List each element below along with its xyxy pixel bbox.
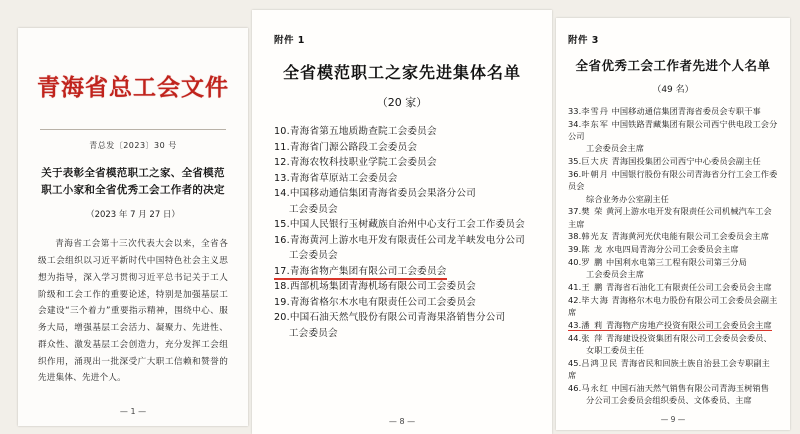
person-organization: 中国移动通信集团青海省委员会专职干事 xyxy=(608,106,761,116)
person-name: 毕大海 xyxy=(581,294,609,305)
list-item-continuation: 分公司工会委员会组织委员、文体委员、主席 xyxy=(586,395,752,406)
list-title-individual: 全省优秀工会工作者先进个人名单 xyxy=(575,58,771,73)
list-item-continuation: 工会委员会 xyxy=(288,250,338,262)
list-item xyxy=(568,382,778,407)
person-organization: 青海省石油化工有限责任公司工会委员会主席 xyxy=(603,282,772,293)
collective-name-list xyxy=(274,124,530,341)
person-name: 吕鸿卫民 xyxy=(581,357,619,368)
list-item xyxy=(274,217,530,233)
person-organization: 青海建设投资集团有限公司工会委员会委员、 xyxy=(603,332,772,343)
document-page-collective-list xyxy=(252,10,552,434)
list-item xyxy=(568,155,778,167)
person-organization: 黄河上游水电开发有限责任公司机械汽车工会主席 xyxy=(568,206,772,229)
person-organization: 水电四局青海分公司工会委员会主席 xyxy=(603,244,739,255)
page-number-doc2: — 8 — xyxy=(388,417,416,426)
list-item xyxy=(568,168,778,205)
list-item-continuation: 综合业务办公室副主任 xyxy=(586,193,669,204)
attachment-label-1: 附件 1 xyxy=(274,35,305,46)
list-item-text: 41.王 鹏 青海省石油化工有限责任公司工会委员会主席 xyxy=(568,282,772,293)
document-number: 青总发〔2023〕30 号 xyxy=(89,140,177,150)
person-name: 樊 荣 xyxy=(581,206,604,217)
list-item xyxy=(274,310,530,341)
list-item-text: 13.青海省草原站工会委员会 xyxy=(274,172,398,184)
list-item-continuation: 工会委员会 xyxy=(288,327,338,339)
list-item xyxy=(274,186,530,217)
list-item xyxy=(274,295,530,311)
person-organization: 青海格尔木电力股份有限公司工会委员会副主席 xyxy=(568,294,778,318)
list-item xyxy=(568,243,778,255)
list-subtitle-collective: （20 家） xyxy=(376,96,428,109)
document-title-red: 青海省总工会文件 xyxy=(37,74,229,101)
list-item-text: 34.李东军 中国铁路青藏集团有限公司西宁供电段工会分公司 xyxy=(568,118,778,142)
person-organization: 中国铁路青藏集团有限公司西宁供电段工会分公司 xyxy=(568,118,778,142)
attachment-label-3: 附件 3 xyxy=(568,35,599,46)
document-page-decision xyxy=(18,28,248,426)
person-name: 李东军 xyxy=(581,118,609,129)
person-name: 潘 莉 xyxy=(581,320,604,331)
person-organization: 青海国投集团公司西宁中心委员会副主任 xyxy=(608,156,761,167)
list-item xyxy=(274,124,530,140)
title-divider-rule xyxy=(40,129,226,130)
list-item-text: 44.张 萍 青海建设投资集团有限公司工会委员会委员、 xyxy=(568,332,772,343)
list-item-continuation: 工会委员会主席 xyxy=(586,143,645,154)
list-item xyxy=(568,357,778,382)
list-item-text: 19.青海省格尔木水电有限责任公司工会委员会 xyxy=(274,296,476,308)
list-item-text: 38.韩光友 青海黄河光伏电能有限公司工会委员会主席 xyxy=(568,231,770,242)
list-item xyxy=(274,279,530,295)
list-item-text: 12.青海农牧科技职业学院工会委员会 xyxy=(274,157,437,169)
page-number-doc3: — 9 — xyxy=(660,415,686,424)
list-item-continuation: 工会委员会主席 xyxy=(586,269,645,280)
list-item-text: 36.叶朝月 中国银行股份有限公司青海省分行工会工作委员会 xyxy=(568,168,778,192)
document-date: （2023 年 7 月 27 日） xyxy=(86,210,180,221)
person-name: 巨大庆 xyxy=(581,156,609,167)
list-item-text: 18.西部机场集团青海机场有限公司工会委员会 xyxy=(274,281,476,293)
person-name: 王 鹏 xyxy=(581,282,604,293)
person-name: 叶朝月 xyxy=(581,168,609,179)
list-item-text: 20.中国石油天然气股份有限公司青海果洛销售分公司 xyxy=(274,312,506,324)
person-organization: 中国利水电第三工程有限公司第三分局 xyxy=(603,257,747,268)
list-item xyxy=(274,155,530,171)
list-item-text: 33.李雪丹 中国移动通信集团青海省委员会专职干事 xyxy=(568,106,761,116)
list-item-text: 40.罗 鹏 中国利水电第三工程有限公司第三分局 xyxy=(568,257,747,268)
list-item-text: 11.青海省门源公路段工会委员会 xyxy=(274,141,418,153)
list-item-text: 16.青海黄河上游水电开发有限责任公司龙羊峡发电分公司 xyxy=(274,234,525,246)
person-name: 罗 鹏 xyxy=(581,257,604,268)
list-item xyxy=(568,230,778,242)
list-item xyxy=(568,294,778,319)
person-organization: 青海黄河光伏电能有限公司工会委员会主席 xyxy=(608,231,770,242)
list-item-text: 14.中国移动通信集团青海省委员会果洛分公司 xyxy=(274,188,476,200)
list-item-text: 42.毕大海 青海格尔木电力股份有限公司工会委员会副主席 xyxy=(568,294,778,318)
person-organization: 青海省民和回族土族自治县工会专职副主席 xyxy=(568,357,770,381)
list-item xyxy=(568,105,778,117)
list-item-text: 35.巨大庆 青海国投集团公司西宁中心委员会副主任 xyxy=(568,156,761,167)
person-organization: 中国银行股份有限公司青海省分行工会工作委员会 xyxy=(568,168,778,192)
list-item xyxy=(274,171,530,187)
page-number-doc1: — 1 — xyxy=(119,407,147,416)
list-item-text: 43.潘 莉 青海物产房地产投资有限公司工会委员会主席 xyxy=(568,320,772,331)
list-item-text: 46.马永红 中国石油天然气销售有限公司青海玉树销售 xyxy=(568,383,770,394)
list-subtitle-individual: （49 名） xyxy=(652,85,694,95)
list-item xyxy=(274,233,530,264)
list-item-text: 15.中国人民银行玉树藏族自治州中心支行工会工作委员会 xyxy=(274,219,525,231)
list-item xyxy=(568,332,778,357)
person-organization: 中国石油天然气销售有限公司青海玉树销售 xyxy=(608,383,770,394)
list-item-continuation: 工会委员会 xyxy=(288,203,338,215)
person-name: 陈 龙 xyxy=(581,244,604,255)
person-name: 李雪丹 xyxy=(581,106,609,116)
list-item-text: 10.青海省第五地质勘查院工会委员会 xyxy=(274,126,437,137)
person-organization: 青海物产房地产投资有限公司工会委员会主席 xyxy=(603,320,772,331)
list-item xyxy=(568,319,778,331)
document-heading: 关于表彰全省模范职工之家、全省模范职工小家和全省优秀工会工作者的决定 xyxy=(41,166,225,196)
list-item xyxy=(274,140,530,156)
list-item xyxy=(568,205,778,230)
individual-name-list xyxy=(568,105,778,407)
list-item xyxy=(568,118,778,155)
list-item xyxy=(568,281,778,293)
list-item-text: 45.吕鸿卫民 青海省民和回族土族自治县工会专职副主席 xyxy=(568,357,770,381)
list-item-text: 39.陈 龙 水电四局青海分公司工会委员会主席 xyxy=(568,244,739,255)
list-item-text: 17.青海省物产集团有限公司工会委员会 xyxy=(274,266,447,280)
person-name: 张 萍 xyxy=(581,332,604,343)
list-item-text: 37.樊 荣 黄河上游水电开发有限责任公司机械汽车工会主席 xyxy=(568,206,772,229)
person-name: 马永红 xyxy=(581,383,609,394)
list-title-collective: 全省模范职工之家先进集体名单 xyxy=(282,63,521,82)
document-body-text: 青海省工会第十三次代表大会以来，全省各级工会组织以习近平新时代中国特色社会主义思想为指导，深入学习贯彻习近平总书记关于工人阶级和工会工作的重要论述，特别是加强基层工会建设“三个着力”重要指示精神，围绕中心、服务大局，增强基层工会活力、凝聚力、先进性、群众性、激发基层工会创造力，充分发挥工会组织作用，涌现出一批深受广大职工信赖和赞誉的先进集体、先进个人。 xyxy=(38,239,228,384)
list-item xyxy=(274,264,530,280)
list-item-continuation: 女职工委员主任 xyxy=(586,345,645,356)
list-item xyxy=(568,256,778,281)
person-name: 韩光友 xyxy=(581,231,609,242)
document-page-individual-list xyxy=(556,18,790,430)
